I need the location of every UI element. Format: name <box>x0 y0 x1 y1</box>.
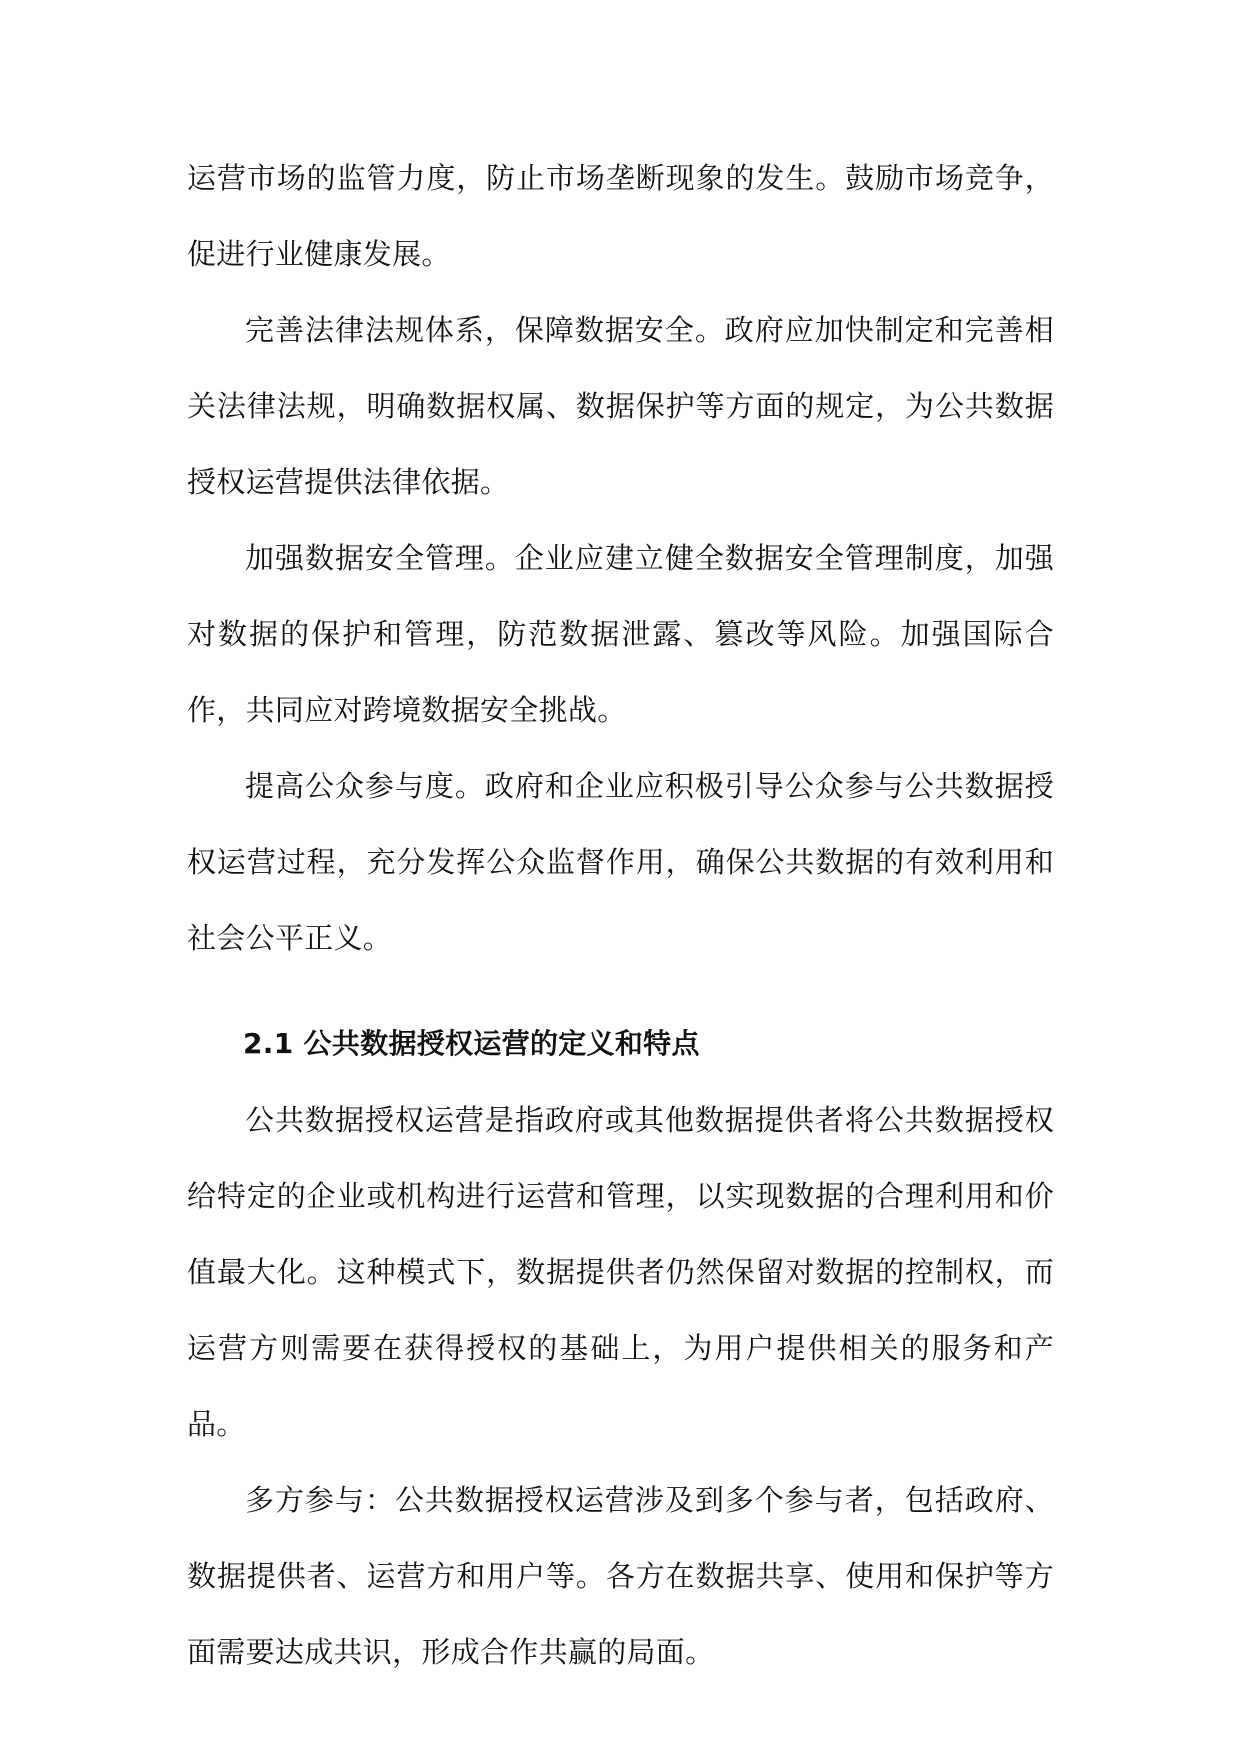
document-body <box>187 140 1054 1690</box>
paragraph-multi-party: 多方参与：公共数据授权运营涉及到多个参与者，包括政府、数据提供者、运营方和用户等。各方在数据共享、使用和保护等方面需要达成共识，形成合作共赢的局面。 <box>187 1483 1054 1669</box>
paragraph-data-security: 加强数据安全管理。企业应建立健全数据安全管理制度，加强对数据的保护和管理，防范数据泄露、篡改等风险。加强国际合作，共同应对跨境数据安全挑战。 <box>187 541 1054 727</box>
paragraph-definition: 公共数据授权运营是指政府或其他数据提供者将公共数据授权给特定的企业或机构进行运营和管理，以实现数据的合理利用和价值最大化。这种模式下，数据提供者仍然保留对数据的控制权，而运营方则需要在获得授权的基础上，为用户提供相关的服务和产品。 <box>187 1103 1054 1441</box>
paragraph-market-regulation: 运营市场的监管力度，防止市场垄断现象的发生。鼓励市场竞争，促进行业健康发展。 <box>187 161 1054 271</box>
paragraph-legal-framework: 完善法律法规体系，保障数据安全。政府应加快制定和完善相关法律法规，明确数据权属、数据保护等方面的规定，为公共数据授权运营提供法律依据。 <box>187 313 1054 499</box>
section-heading: 2.1 公共数据授权运营的定义和特点 <box>243 1027 700 1060</box>
paragraph-public-participation: 提高公众参与度。政府和企业应积极引导公众参与公共数据授权运营过程，充分发挥公众监督作用，确保公共数据的有效利用和社会公平正义。 <box>187 769 1054 955</box>
